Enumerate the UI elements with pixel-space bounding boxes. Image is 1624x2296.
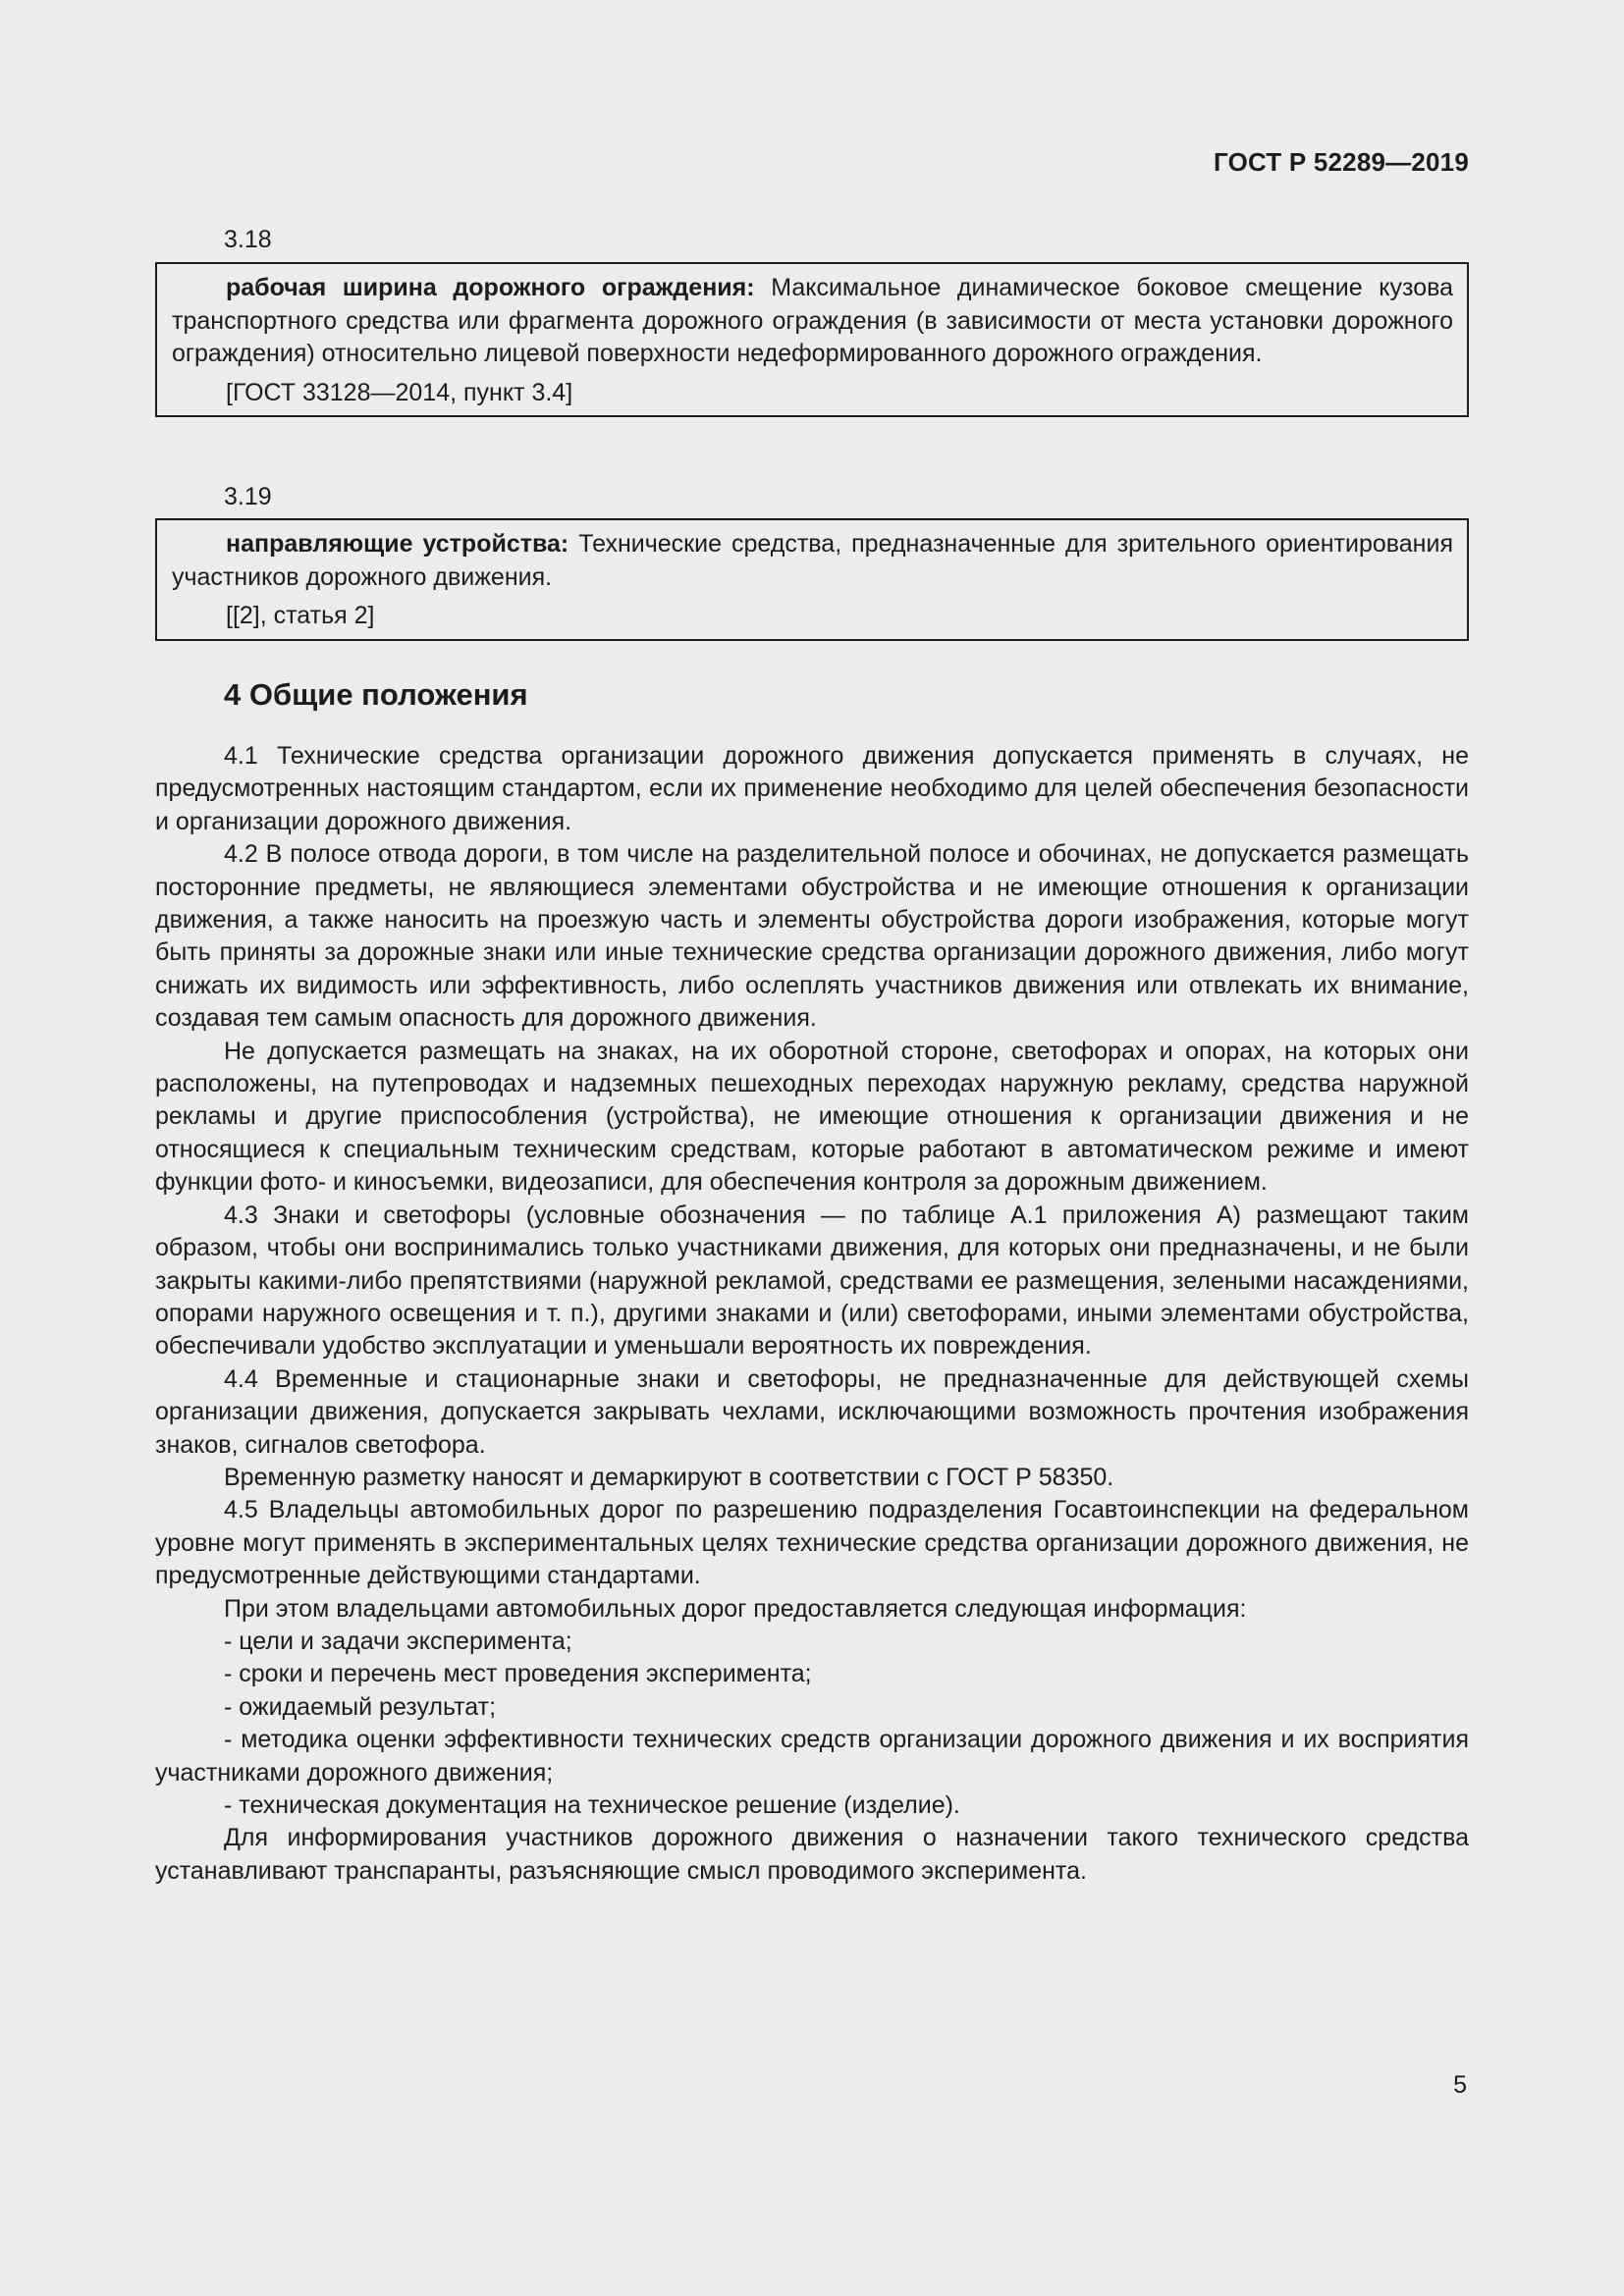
list-item: - цели и задачи эксперимента; xyxy=(224,1627,572,1655)
list-item: - сроки и перечень мест проведения эксперимента; xyxy=(224,1660,812,1688)
term-name: рабочая ширина дорожного ограждения: xyxy=(226,274,755,301)
paragraph: Не допускается размещать на знаках, на их оборотной стороне, светофорах и опорах, на которых они расположены, на путепроводах и надземных пешеходных переходах наружную рекламу, средства наружной рекламы и другие приспособления (устройства), не имеющие отношения к организации движения и не относящиеся к специальным техническим средствам, которые работают в автоматическом режиме и имеют функции фото- и киносъемки, видеозаписи, для обеспечения контроля за дорожным движением. xyxy=(155,1037,1469,1197)
paragraph: 4.5 Владельцы автомобильных дорог по разрешению подразделения Госавтоинспекции на федеральном уровне могут применять в экспериментальных целях технические средства организации дорожного движения, не предусмотренные действующими стандартами. xyxy=(155,1496,1469,1590)
term-text: Технические средства, предназначенные для зрительного ориентирования участников дорожного движения. xyxy=(172,530,1453,591)
term-definition xyxy=(172,272,1453,371)
term-name: направляющие устройства: xyxy=(226,530,569,558)
term-definition xyxy=(172,528,1453,594)
paragraph: При этом владельцами автомобильных дорог предоставляется следующая информация: xyxy=(224,1594,1247,1623)
term-text: Максимальное динамическое боковое смещение кузова транспортного средства или фрагмента дорожного ограждения (в зависимости от места установки дорожного ограждения) относительно лицевой поверхности недеформированного дорожного ограждения. xyxy=(172,274,1453,367)
page-number: 5 xyxy=(1453,2071,1467,2099)
list-item: - техническая документация на техническое решение (изделие). xyxy=(224,1791,960,1819)
term-number: 3.18 xyxy=(224,226,272,253)
term-number: 3.19 xyxy=(224,483,272,510)
section-title: 4 Общие положения xyxy=(224,677,528,712)
list-item: - ожидаемый результат; xyxy=(224,1692,497,1721)
paragraph: Временную разметку наносят и демаркируют в соответствии с ГОСТ Р 58350. xyxy=(224,1463,1114,1491)
paragraph: 4.1 Технические средства организации дорожного движения допускается применять в случаях, не предусмотренных настоящим стандартом, если их применение необходимо для целей обеспечения безопасности и организации дорожного движения. xyxy=(155,742,1469,835)
section-body xyxy=(155,740,1469,1888)
term-source: [[2], статья 2] xyxy=(226,602,375,629)
paragraph: Для информирования участников дорожного движения о назначении такого технического средства устанавливают транспаранты, разъясняющие смысл проводимого эксперимента. xyxy=(155,1824,1469,1885)
term-definition-box xyxy=(155,518,1469,641)
term-source: [ГОСТ 33128—2014, пункт 3.4] xyxy=(226,378,573,406)
term-definition-box xyxy=(155,262,1469,417)
document-code: ГОСТ Р 52289—2019 xyxy=(1214,147,1469,177)
list-item: - методика оценки эффективности технических средств организации дорожного движения и их восприятия участниками дорожного движения; xyxy=(155,1726,1469,1787)
paragraph: 4.3 Знаки и светофоры (условные обозначения — по таблице А.1 приложения А) размещают таким образом, чтобы они воспринимались только участниками движения, для которых они предназначены, и не были закрыты какими-либо препятствиями (наружной рекламой, средствами ее размещения, зелеными насаждениями, опорами наружного освещения и т. п.), другими знаками и (или) светофорами, иными элементами обустройства, обеспечивали удобство эксплуатации и уменьшали вероятность их повреждения. xyxy=(155,1201,1469,1361)
paragraph: 4.2 В полосе отвода дороги, в том числе на разделительной полосе и обочинах, не допускается размещать посторонние предметы, не являющиеся элементами обустройства и не имеющие отношения к организации движения, а также наносить на проезжую часть и элементы обустройства дороги изображения, которые могут быть приняты за дорожные знаки или иные технические средства организации дорожного движения, либо могут снижать их видимость или эффективность, либо ослеплять участников движения или отвлекать их внимание, создавая тем самым опасность для дорожного движения. xyxy=(155,840,1469,1033)
paragraph: 4.4 Временные и стационарные знаки и светофоры, не предназначенные для действующей схемы организации движения, допускается закрывать чехлами, исключающими возможность прочтения изображения знаков, сигналов светофора. xyxy=(155,1364,1469,1459)
